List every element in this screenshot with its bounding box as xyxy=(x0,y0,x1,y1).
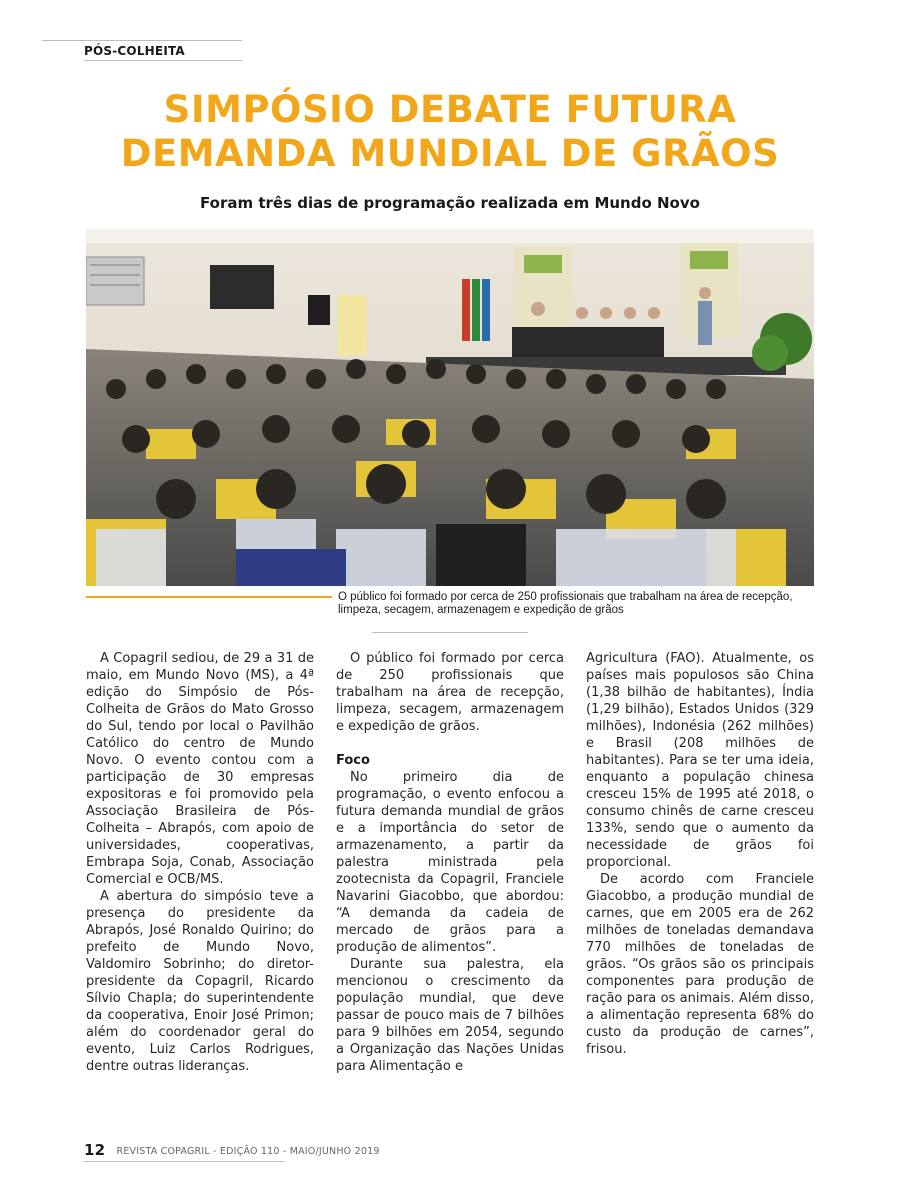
caption-underline xyxy=(372,632,528,633)
headline-line-1: SIMPÓSIO DEBATE FUTURA xyxy=(163,88,737,131)
article-paragraph: Agricultura (FAO). Atualmente, os países mais populosos são China (1,38 bilhão de habitantes), Índia (1,29 bilhão), Estados Unidos (329 milhões), Indonésia (262 milhões) e Brasil (208 milhões de habitantes). Para se ter uma ideia, enquanto a população chinesa cresceu 15% de 1995 até 2018, o consumo chinês de carne cresceu 133%, sendo que o aumento da necessidade de grãos foi proporcional. xyxy=(586,651,814,870)
page-number: 12 xyxy=(84,1141,106,1159)
event-photo xyxy=(86,229,814,586)
article-column-3 xyxy=(586,650,814,1058)
article-column-1 xyxy=(86,650,314,1075)
paragraph-spacer xyxy=(336,735,564,752)
headline xyxy=(60,88,840,176)
article-column-2 xyxy=(336,650,564,1075)
subheading-foco: Foco xyxy=(336,753,370,768)
event-photo-illustration xyxy=(86,229,814,586)
section-underline xyxy=(84,60,242,61)
top-rule xyxy=(42,40,242,41)
photo-caption: O público foi formado por cerca de 250 profissionais que trabalham na área de recepção, limpeza, secagem, armazenagem e expedição de grãos xyxy=(338,591,793,616)
publication-info: REVISTA COPAGRIL - EDIÇÃO 110 - MAIO/JUNHO 2019 xyxy=(116,1146,380,1157)
article-paragraph: A Copagril sediou, de 29 a 31 de maio, em Mundo Novo (MS), a 4ª edição do Simpósio de Pós-Colheita de Grãos do Mato Grosso do Sul, tendo por local o Pavilhão Católico do centro de Mundo Novo. O evento contou com a participação de 30 empresas expositoras e foi promovido pela Associação Brasileira de Pós-Colheita – Abrapós, com apoio de universidades, cooperativas, Embrapa Soja, Conab, Associação Comercial e OCB/MS. xyxy=(86,651,314,887)
article-paragraph: Durante sua palestra, ela mencionou o crescimento da população mundial, que deve passar de pouco mais de 7 bilhões para 9 bilhões em 2054, segundo a Organização das Nações Unidas para Alimentação e xyxy=(336,957,564,1074)
article-paragraph: A abertura do simpósio teve a presença do presidente da Abrapós, José Ronaldo Quirino; do prefeito de Mundo Novo, Valdomiro Sobrinho; do diretor-presidente da Copagril, Ricardo Sílvio Chapla; do superintendente da cooperativa, Enoir José Primon; além do coordenador geral do evento, Luiz Carlos Rodrigues, dentre outras lideranças. xyxy=(86,889,314,1074)
article-paragraph: De acordo com Franciele Giacobbo, a produção mundial de carnes, que em 2005 era de 262 milhões de toneladas demandava 770 milhões de toneladas de grãos. “Os grãos são os principais componentes para produção de ração para os animais. Além disso, a alimentação representa 68% do custo da produção de carnes”, frisou. xyxy=(586,872,814,1057)
page-footer xyxy=(84,1141,380,1159)
headline-line-2: DEMANDA MUNDIAL DE GRÃOS xyxy=(120,132,780,175)
section-label: PÓS-COLHEITA xyxy=(84,44,185,58)
footer-rule xyxy=(84,1161,284,1162)
article-paragraph: No primeiro dia de programação, o evento enfocou a futura demanda mundial de grãos e a importância do setor de armazenamento, a partir da palestra ministrada pela zootecnista da Copagril, Franciele Navarini Giacobbo, que abordou: “A demanda da cadeia de mercado de grãos para a produção de alimentos”. xyxy=(336,770,564,955)
article-paragraph: O público foi formado por cerca de 250 profissionais que trabalham na área de recepção, limpeza, secagem, armazenagem e expedição de grãos. xyxy=(336,651,564,734)
caption-accent-rule xyxy=(86,596,332,598)
subtitle: Foram três dias de programação realizada em Mundo Novo xyxy=(200,194,700,212)
